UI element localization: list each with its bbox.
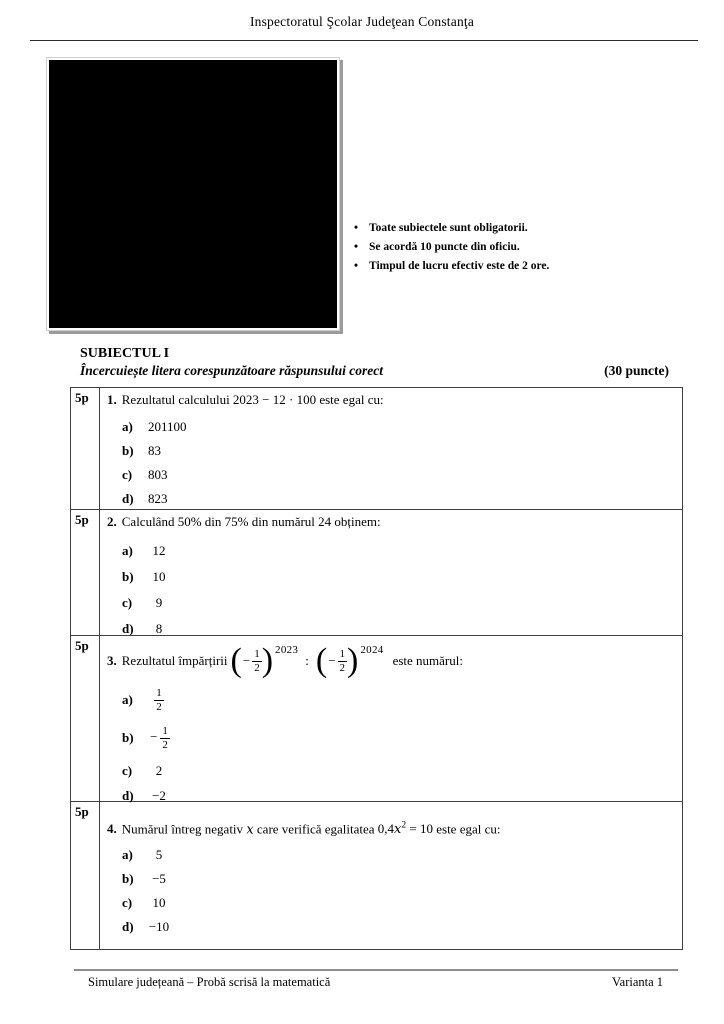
option-letter: b) bbox=[122, 443, 134, 458]
option-value: 10 bbox=[152, 569, 166, 584]
option-letter: b) bbox=[122, 569, 134, 584]
notice-text: Se acordă 10 puncte din oficiu. bbox=[369, 241, 520, 253]
option-letter: d) bbox=[122, 787, 134, 803]
option-value: 9 bbox=[155, 595, 163, 610]
bullet-icon: • bbox=[354, 241, 359, 253]
question-text bbox=[107, 641, 676, 681]
notice-text: Toate subiectele sunt obligatorii. bbox=[369, 222, 528, 234]
option-a bbox=[122, 843, 676, 867]
option-value: 83 bbox=[148, 443, 161, 458]
close-paren: ) bbox=[261, 642, 274, 679]
section-subtitle-row bbox=[80, 363, 669, 379]
question-number: 1. bbox=[107, 392, 117, 407]
option-d bbox=[122, 915, 676, 939]
close-paren: ) bbox=[347, 642, 359, 679]
question-row-2 bbox=[71, 510, 682, 636]
notice-item bbox=[352, 219, 592, 238]
fraction bbox=[154, 687, 164, 713]
question-cell bbox=[100, 802, 682, 949]
question-row-4 bbox=[71, 802, 682, 949]
equation bbox=[378, 821, 433, 836]
division-operator: : bbox=[305, 653, 309, 668]
option-b bbox=[122, 439, 676, 463]
page-header-title: Inspectoratul Şcolar Judeţean Constanţa bbox=[249, 14, 475, 29]
notice-item bbox=[352, 238, 592, 257]
question-body-prefix: Rezultatul împărțirii bbox=[121, 653, 228, 668]
option-value bbox=[144, 725, 174, 751]
bullet-icon: • bbox=[354, 260, 359, 272]
question-body: Calculând 50% din 75% din numărul 24 obținem: bbox=[121, 514, 381, 529]
footer-exam-title: Simulare județeană – Probă scrisă la matematică bbox=[88, 975, 331, 989]
option-letter: d) bbox=[122, 919, 134, 935]
minus-sign: − bbox=[150, 728, 158, 744]
question-body: Rezultatul calculului 2023 − 12 · 100 este egal cu: bbox=[121, 392, 384, 407]
options-list bbox=[122, 538, 676, 642]
question-row-1 bbox=[71, 388, 682, 510]
equation-coefficient: 0,4 bbox=[377, 821, 395, 837]
exam-header-image bbox=[49, 60, 337, 328]
points-cell: 5p bbox=[71, 802, 100, 949]
option-letter: b) bbox=[122, 730, 134, 745]
variable-x: x bbox=[246, 822, 254, 838]
option-letter: a) bbox=[122, 847, 133, 863]
exam-header-image-frame bbox=[46, 57, 340, 331]
option-b bbox=[122, 564, 676, 590]
notice-text: Timpul de lucru efectiv este de 2 ore. bbox=[369, 260, 550, 272]
fraction-denominator: 2 bbox=[339, 661, 346, 674]
option-c bbox=[122, 891, 676, 915]
option-value: −5 bbox=[152, 871, 166, 887]
options-list bbox=[122, 415, 676, 511]
option-letter: a) bbox=[122, 419, 133, 434]
option-b bbox=[122, 867, 676, 891]
equation-exponent: 2 bbox=[401, 821, 407, 831]
option-value: 803 bbox=[148, 467, 168, 482]
fraction bbox=[338, 648, 348, 674]
minus-sign: − bbox=[242, 653, 251, 668]
fraction-denominator: 2 bbox=[156, 700, 162, 713]
bullet-icon: • bbox=[354, 222, 359, 234]
fraction bbox=[252, 648, 262, 674]
points-cell: 5p bbox=[71, 510, 100, 635]
option-value: 8 bbox=[155, 621, 163, 636]
questions-table bbox=[70, 387, 683, 950]
option-value: 12 bbox=[152, 543, 166, 558]
fraction-numerator: 1 bbox=[162, 724, 168, 737]
footer-divider bbox=[74, 969, 678, 971]
question-cell bbox=[100, 388, 682, 509]
fraction-numerator: 1 bbox=[156, 686, 162, 699]
option-letter: c) bbox=[122, 595, 133, 610]
option-b bbox=[122, 718, 676, 758]
question-cell bbox=[100, 510, 682, 635]
option-value bbox=[144, 687, 174, 713]
section-instruction: Încercuiește litera corespunzătoare răspunsului corect bbox=[80, 363, 384, 378]
option-value: −10 bbox=[148, 919, 170, 935]
fraction bbox=[160, 725, 170, 751]
footer-variant: Varianta 1 bbox=[612, 975, 664, 989]
math-expression bbox=[230, 642, 384, 679]
question-row-3 bbox=[71, 636, 682, 802]
section-title: SUBIECTUL I bbox=[80, 346, 170, 361]
option-letter: a) bbox=[122, 543, 133, 558]
option-letter: c) bbox=[122, 467, 133, 482]
option-letter: b) bbox=[122, 871, 134, 887]
points-cell: 5p bbox=[71, 388, 100, 509]
option-value: −2 bbox=[152, 787, 166, 803]
option-a bbox=[122, 415, 676, 439]
option-value: 10 bbox=[152, 895, 166, 911]
fraction-numerator: 1 bbox=[254, 647, 260, 660]
question-number: 4. bbox=[107, 821, 117, 837]
header-divider bbox=[30, 40, 698, 41]
exponent: 2024 bbox=[360, 644, 384, 656]
equation-variable: x bbox=[394, 822, 402, 838]
points-cell: 5p bbox=[71, 636, 100, 801]
question-number: 2. bbox=[107, 514, 117, 529]
question-text bbox=[107, 391, 676, 409]
exponent: 2023 bbox=[275, 644, 299, 656]
option-letter: d) bbox=[122, 491, 134, 506]
option-letter: a) bbox=[122, 692, 133, 707]
option-a bbox=[122, 538, 676, 564]
question-body-part2: care verifică egalitatea bbox=[256, 821, 375, 837]
option-letter: c) bbox=[122, 895, 133, 911]
option-c bbox=[122, 758, 676, 783]
notice-list bbox=[352, 219, 592, 276]
option-letter: c) bbox=[122, 762, 133, 778]
question-body-part1: Numărul întreg negativ bbox=[121, 821, 244, 837]
option-value: 2 bbox=[155, 762, 163, 778]
question-cell bbox=[100, 636, 682, 801]
option-value: 5 bbox=[155, 847, 163, 863]
option-d bbox=[122, 487, 676, 511]
question-number: 3. bbox=[107, 653, 117, 668]
option-c bbox=[122, 590, 676, 616]
options-list bbox=[122, 682, 676, 808]
open-paren: ( bbox=[315, 642, 328, 679]
fraction-numerator: 1 bbox=[339, 647, 346, 660]
option-value: 201100 bbox=[148, 419, 187, 434]
spacer bbox=[107, 805, 676, 817]
equation-rhs: = 10 bbox=[409, 821, 433, 837]
question-text bbox=[107, 817, 676, 839]
open-paren: ( bbox=[230, 642, 242, 679]
question-body-part3: este egal cu: bbox=[436, 821, 501, 837]
minus-sign: − bbox=[328, 653, 336, 668]
options-list bbox=[122, 843, 676, 939]
question-text bbox=[107, 513, 676, 531]
option-c bbox=[122, 463, 676, 487]
notice-item bbox=[352, 257, 592, 276]
option-letter: d) bbox=[122, 621, 134, 636]
section-points: (30 puncte) bbox=[604, 363, 669, 378]
option-value: 823 bbox=[148, 491, 168, 506]
option-a bbox=[122, 682, 676, 718]
question-body-suffix: este numărul: bbox=[392, 653, 463, 668]
fraction-denominator: 2 bbox=[254, 661, 260, 674]
fraction-denominator: 2 bbox=[162, 738, 168, 751]
